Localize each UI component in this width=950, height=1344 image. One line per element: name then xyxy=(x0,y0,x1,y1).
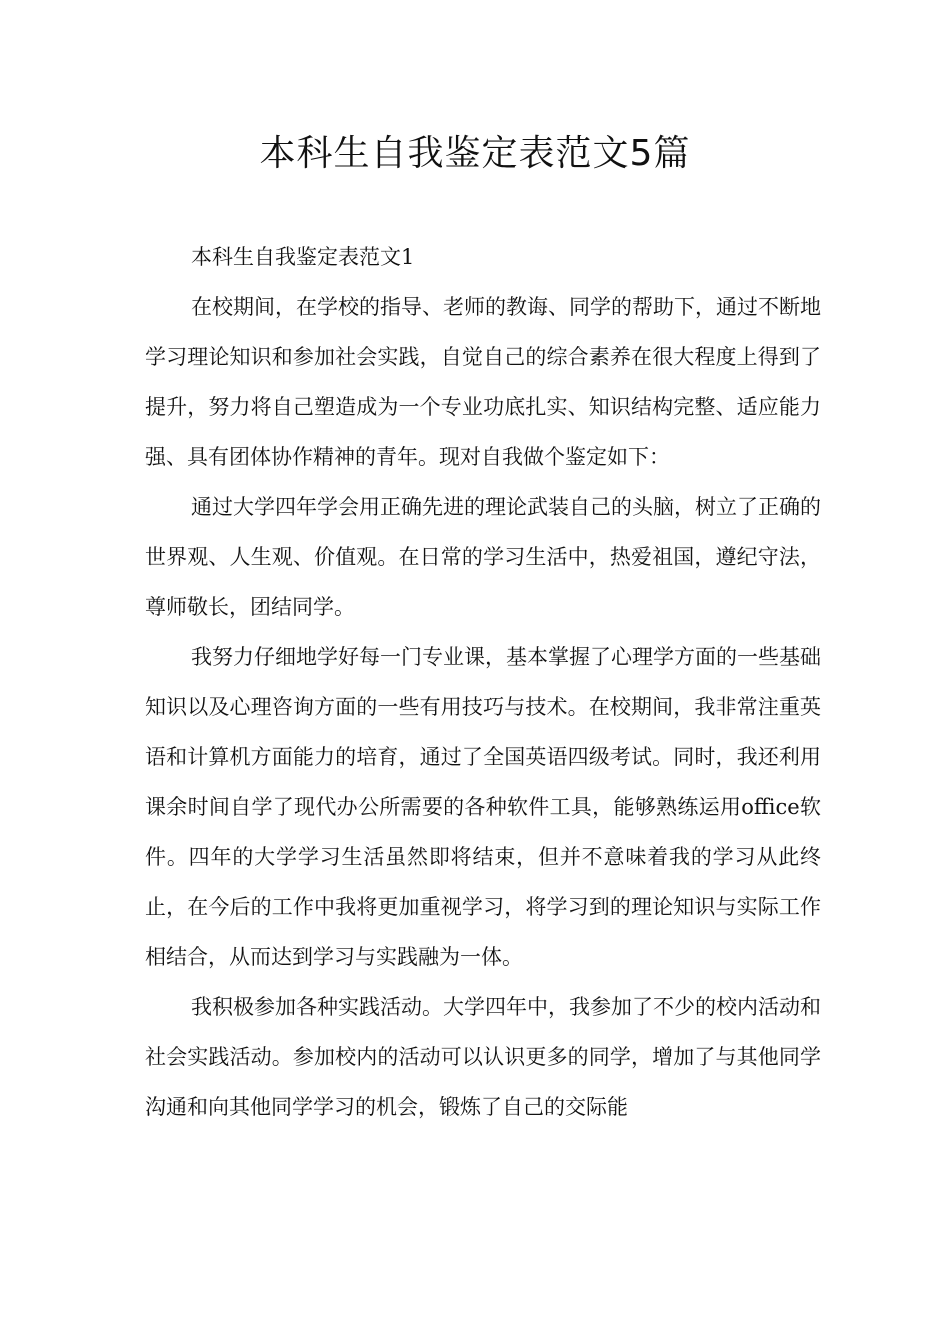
document-body xyxy=(145,232,821,1132)
paragraph-4: 我积极参加各种实践活动。大学四年中，我参加了不少的校内活动和社会实践活动。参加校内的活动可以认识更多的同学，增加了与其他同学沟通和向其他同学学习的机会，锻炼了自己的交际能 xyxy=(145,995,821,1119)
paragraph-3: 我努力仔细地学好每一门专业课，基本掌握了心理学方面的一些基础知识以及心理咨询方面的一些有用技巧与技术。在校期间，我非常注重英语和计算机方面能力的培育，通过了全国英语四级考试。同时，我还利用课余时间自学了现代办公所需要的各种软件工具，能够熟练运用office软件。四年的大学学习生活虽然即将结束，但并不意味着我的学习从此终止，在今后的工作中我将更加重视学习，将学习到的理论知识与实际工作相结合，从而达到学习与实践融为一体。 xyxy=(145,645,821,969)
paragraph-2: 通过大学四年学会用正确先进的理论武装自己的头脑，树立了正确的世界观、人生观、价值观。在日常的学习生活中，热爱祖国，遵纪守法，尊师敬长，团结同学。 xyxy=(145,495,821,619)
paragraph-1: 在校期间，在学校的指导、老师的教诲、同学的帮助下，通过不断地学习理论知识和参加社会实践，自觉自己的综合素养在很大程度上得到了提升，努力将自己塑造成为一个专业功底扎实、知识结构完整、适应能力强、具有团体协作精神的青年。现对自我做个鉴定如下： xyxy=(145,295,821,469)
document-title: 本科生自我鉴定表范文5篇 xyxy=(259,133,691,174)
section-heading: 本科生自我鉴定表范文1 xyxy=(191,245,415,269)
